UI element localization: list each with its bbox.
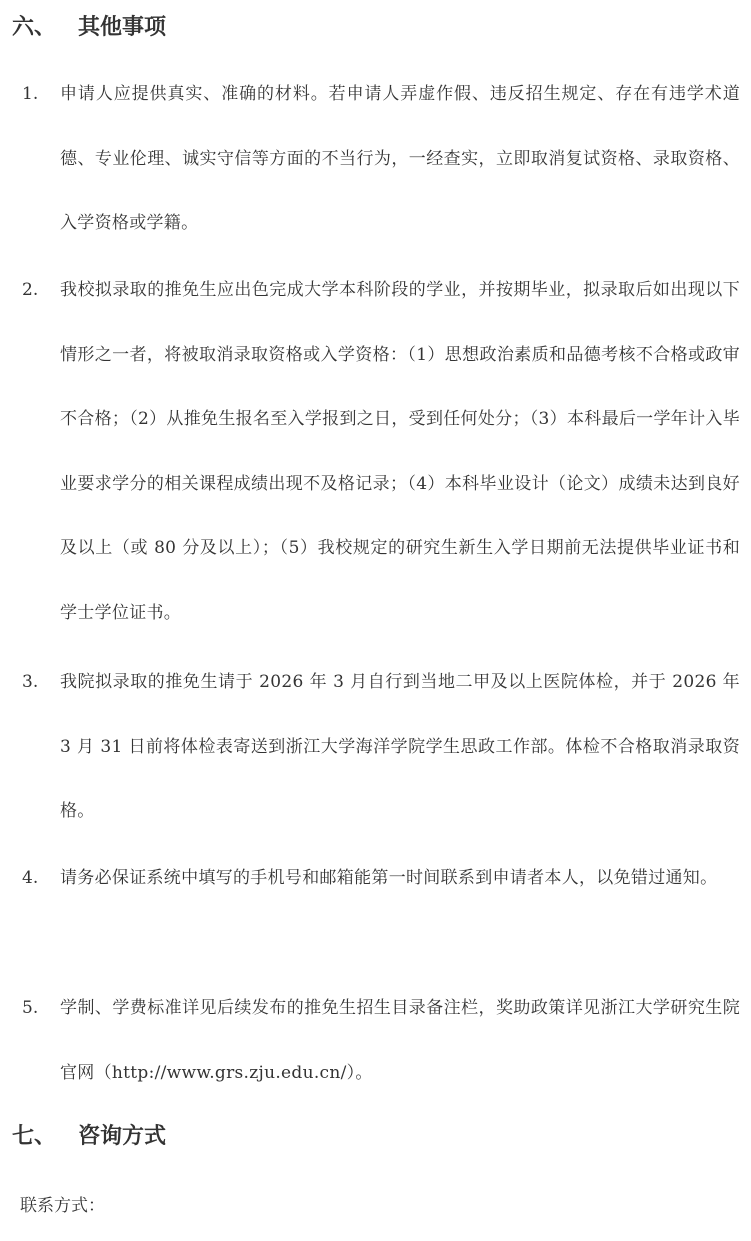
section-title: 咨询方式 [78, 1124, 167, 1149]
item-text: 我院拟录取的推免生请于 2026 年 3 月自行到当地二甲及以上医院体检，并于 2026 年 3 月 31 日前将体检表寄送到浙江大学海洋学院学生思政工作部。体检不合格取消录取资格。 [60, 672, 740, 821]
section-heading-consultation [12, 1122, 166, 1152]
section-number: 六、 [12, 15, 57, 40]
section-heading-other-matters [12, 13, 166, 43]
item-marker: 3. [22, 672, 39, 692]
contact-label: 联系方式： [20, 1196, 105, 1216]
section-title: 其他事项 [78, 15, 167, 40]
item-text: 请务必保证系统中填写的手机号和邮箱能第一时间联系到申请者本人，以免错过通知。 [60, 868, 718, 888]
item-text: 我校拟录取的推免生应出色完成大学本科阶段的学业，并按期毕业，拟录取后如出现以下情形之一者，将被取消录取资格或入学资格：（1）思想政治素质和品德考核不合格或政审不合格；（2）从推免生报名至入学报到之日，受到任何处分；（3）本科最后一学年计入毕业要求学分的相关课程成绩出现不及格记录；（4）本科毕业设计（论文）成绩未达到良好及以上（或 80 分及以上）；（5）我校规定的研究生新生入学日期前无法提供毕业证书和学士学位证书。 [60, 280, 740, 623]
item-marker: 2. [22, 280, 39, 300]
item-marker: 5. [22, 998, 39, 1018]
item-text: 学制、学费标准详见后续发布的推免生招生目录备注栏，奖助政策详见浙江大学研究生院官网（http://www.grs.zju.edu.cn/）。 [60, 998, 740, 1083]
item-marker: 1. [22, 84, 39, 104]
section-number: 七、 [12, 1124, 57, 1149]
item-text: 申请人应提供真实、准确的材料。若申请人弄虚作假、违反招生规定、存在有违学术道德、专业伦理、诚实守信等方面的不当行为，一经查实，立即取消复试资格、录取资格、入学资格或学籍。 [60, 84, 740, 233]
item-marker: 4. [22, 868, 39, 888]
